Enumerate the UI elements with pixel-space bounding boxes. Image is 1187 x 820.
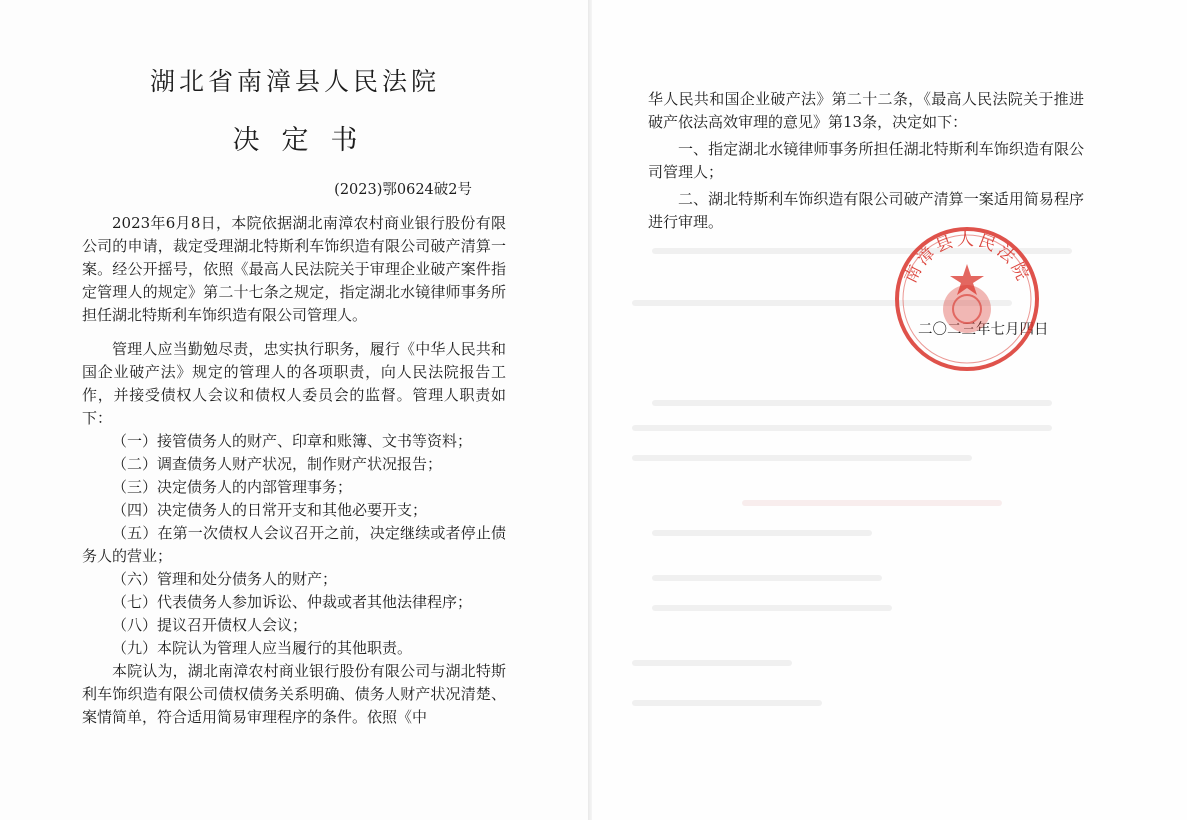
paragraph-acceptance: 2023年6月8日，本院依据湖北南漳农村商业银行股份有限公司的申请，裁定受理湖北特斯利车饰织造有限公司破产清算一案。经公开摇号，依照《最高人民法院关于审理企业破产案件指定管理人的规定》第二十七条之规定，指定湖北水镜律师事务所担任湖北特斯利车饰织造有限公司管理人。 bbox=[82, 214, 506, 324]
duty-item: （二）调查债务人财产状况，制作财产状况报告； bbox=[112, 455, 443, 473]
duty-item: （一）接管债务人的财产、印章和账簿、文书等资料； bbox=[112, 432, 473, 450]
left-body bbox=[82, 212, 506, 729]
seal-text: 南漳县人民法院 bbox=[900, 230, 1034, 287]
duty-item: （五）在第一次债权人会议召开之前，决定继续或者停止债务人的营业； bbox=[82, 524, 506, 565]
right-page bbox=[592, 0, 1187, 820]
court-seal bbox=[892, 224, 1042, 374]
duty-item: （六）管理和处分债务人的财产； bbox=[112, 570, 338, 588]
duty-item: （七）代表债务人参加诉讼、仲裁或者其他法律程序； bbox=[112, 593, 473, 611]
paragraph-legal-basis: 华人民共和国企业破产法》第二十二条，《最高人民法院关于推进破产依法高效审理的意见》第13条，决定如下： bbox=[648, 90, 1084, 131]
decision-item: 二、湖北特斯利车饰织造有限公司破产清算一案适用简易程序进行审理。 bbox=[648, 190, 1084, 231]
right-body bbox=[648, 88, 1084, 238]
left-page bbox=[0, 0, 590, 820]
duty-item: （三）决定债务人的内部管理事务； bbox=[112, 478, 353, 496]
case-number: (2023)鄂0624破2号 bbox=[334, 182, 472, 198]
paragraph-court-finding: 本院认为，湖北南漳农村商业银行股份有限公司与湖北特斯利车饰织造有限公司债权债务关系明确、债务人财产状况清楚、案情简单，符合适用简易审理程序的条件。依照《中 bbox=[82, 662, 506, 726]
duty-item: （四）决定债务人的日常开支和其他必要开支； bbox=[112, 501, 428, 519]
document-type-title: 决定书 bbox=[232, 125, 380, 156]
decision-item: 一、指定湖北水镜律师事务所担任湖北特斯利车饰织造有限公司管理人； bbox=[648, 140, 1084, 181]
paragraph-duties-intro: 管理人应当勤勉尽责，忠实执行职务，履行《中华人民共和国企业破产法》规定的管理人的各项职责，向人民法院报告工作，并接受债权人会议和债权人委员会的监督。管理人职责如下： bbox=[82, 340, 506, 427]
duty-item: （九）本院认为管理人应当履行的其他职责。 bbox=[112, 639, 413, 657]
decision-date: 二〇二三年七月四日 bbox=[918, 322, 1049, 338]
court-name: 湖北省南漳县人民法院 bbox=[149, 67, 440, 96]
duty-item: （八）提议召开债权人会议； bbox=[112, 616, 308, 634]
